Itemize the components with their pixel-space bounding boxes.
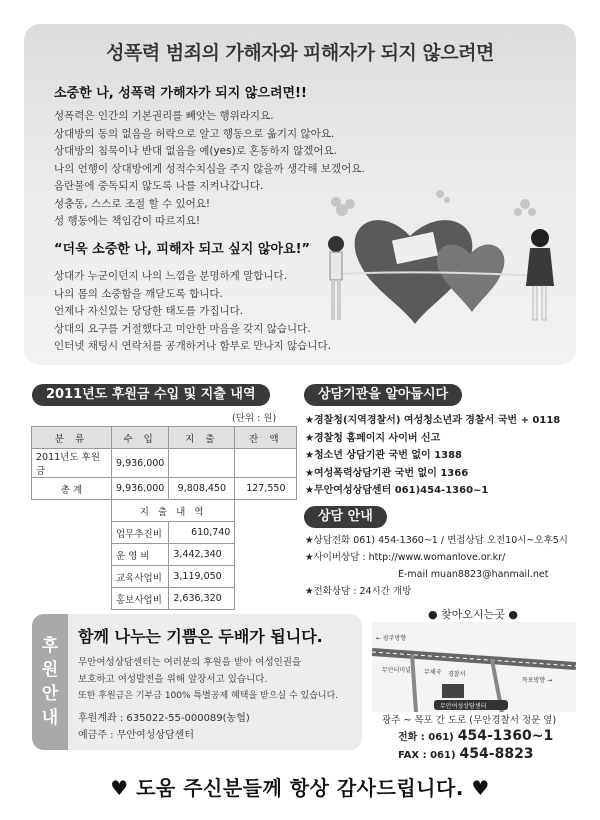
detail-amount: 610,740 (169, 522, 235, 544)
list-item: 나의 몸의 소중함을 깨닫도록 합니다. (54, 287, 223, 300)
detail-amount: 3,119,050 (169, 566, 235, 588)
table-header-row (32, 427, 297, 449)
account-holder: 예금주 : 무안여성상담센터 (78, 730, 194, 741)
spacer-cell (32, 500, 112, 522)
phone-line (398, 728, 553, 746)
map-label-post: 무체국 (424, 669, 442, 676)
detail-amount: 2,636,320 (169, 588, 235, 610)
list-item: ★무안여성상담센터 061)454-1360~1 (305, 485, 489, 497)
table-row (32, 566, 297, 588)
spacer-cell (235, 566, 297, 588)
prevention-banner (24, 24, 576, 365)
list-item: 인터넷 채팅시 연락처를 공개하거나 함부로 만나지 않습니다. (54, 340, 331, 352)
list-item: 언제나 자신있는 당당한 태도를 가집니다. (54, 305, 244, 317)
offender-heading: 소중한 나, 성폭력 가해자가 되지 않으려면!! (54, 86, 307, 101)
banner-title: 성폭력 범죄의 가해자와 피해자가 되지 않으려면 (106, 42, 494, 64)
account-number: 후원계좌 : 635022-55-000089(농협) (78, 713, 250, 724)
table-row-total (32, 478, 297, 500)
location-map (372, 622, 576, 712)
detail-item: 교육사업비 (112, 566, 169, 588)
phone-number: 454-1360~1 (457, 728, 554, 744)
donation-body (78, 654, 338, 705)
table-row (32, 522, 297, 544)
fax-label: FAX : 061) (398, 750, 456, 761)
spacer-cell (235, 522, 297, 544)
list-item: 성충동, 스스로 조절 할 수 있어요! (54, 197, 211, 210)
list-item: 성폭력은 인간의 기본권리를 빼앗는 행위라지요. (54, 110, 274, 122)
detail-item: 업무추진비 (112, 522, 169, 544)
table-row (32, 449, 297, 478)
contact-block (398, 728, 553, 764)
list-item: 성 행동에는 책임감이 따르지요! (54, 215, 201, 227)
map-label-mokpo: 목포방향 → (522, 677, 553, 684)
list-item: ★경찰청 홈페이지 사이버 신고 (305, 432, 441, 444)
detail-title: 지 출 내 역 (112, 500, 235, 522)
col-header: 잔 액 (235, 427, 297, 449)
side-char: 내 (41, 708, 59, 728)
list-item: 상대의 요구를 거절했다고 미안한 마음을 갖지 않습니다. (54, 322, 311, 335)
table-row (32, 588, 297, 610)
spacer-cell (32, 588, 112, 610)
list-item: 상대방의 침묵이나 반대 없음을 예(yes)로 혼동하지 않겠어요. (54, 145, 337, 157)
row-income: 9,936,000 (112, 449, 169, 478)
donation-box (32, 614, 362, 750)
map-label-hall: 무안터미널 (382, 667, 411, 674)
victim-list (54, 268, 331, 356)
total-balance: 127,550 (235, 478, 297, 500)
body-line: 무안여성상담센터는 여러분의 후원을 받아 여성인권을 (78, 657, 302, 668)
donation-side-label (32, 614, 68, 750)
spacer-cell (235, 544, 297, 566)
side-char: 안 (41, 684, 59, 704)
detail-amount: 3,442,340 (169, 544, 235, 566)
body-line: 또한 후원금은 기부금 100% 특별공제 혜택을 받으실 수 있습니다. (78, 691, 339, 701)
spacer-cell (32, 544, 112, 566)
finance-table (31, 426, 297, 610)
side-char: 원 (41, 660, 59, 680)
fax-line (398, 746, 553, 764)
map-label-gwangju: ← 광주방향 (376, 635, 407, 642)
detail-title-row (32, 500, 297, 522)
list-item: ★여성폭력상담기관 국번 없이 1366 (305, 467, 469, 479)
table-row (32, 544, 297, 566)
total-label: 총 계 (32, 478, 112, 500)
empty-cell (235, 449, 297, 478)
map-address: 광주 ~ 목포 간 도로 (무안경찰서 정문 옆) (382, 715, 557, 726)
map-label-police: 경찰서 (448, 671, 466, 678)
counsel-phone: ★상담전화 061) 454-1360~1 / 면접상담 오전10시~오후5시 (305, 535, 568, 546)
phone-label: 전화 : 061) (398, 732, 454, 743)
counsel-email-link[interactable]: E-mail muan8823@hanmail.net (398, 569, 549, 580)
row-category: 2011년도 후원금 (32, 449, 112, 478)
side-char: 후 (41, 636, 59, 656)
spacer-cell (32, 522, 112, 544)
finance-heading: 2011년도 후원금 수입 및 지출 내역 (32, 384, 270, 406)
donation-heading: 함께 나누는 기쁨은 두배가 됩니다. (78, 627, 323, 646)
empty-cell (169, 449, 235, 478)
list-item: ★경찰청(지역경찰서) 여성청소년과 경찰서 국번 + 0118 (305, 415, 561, 426)
counsel-web-link[interactable]: ★사이버상담 : http://www.womanlove.or.kr/ (305, 552, 506, 563)
list-item: 상대가 누군이던지 나의 느낌을 분명하게 말합니다. (54, 270, 288, 282)
map-label-center: 무안여성상담센터 (440, 703, 487, 710)
donation-account (78, 710, 250, 744)
total-expense: 9,808,450 (169, 478, 235, 500)
list-item: ★청소년 상담기관 국번 없이 1388 (305, 450, 462, 462)
spacer-cell (235, 500, 297, 522)
counsel-list (305, 532, 568, 600)
col-header: 지 출 (169, 427, 235, 449)
body-line: 보호하고 여성발전을 위해 앞장서고 있습니다. (78, 674, 268, 685)
total-income: 9,936,000 (112, 478, 169, 500)
offender-list (54, 108, 365, 231)
list-item: 나의 언행이 상대방에게 성적수치심을 주지 않을까 생각해 보겠어요. (54, 162, 365, 175)
victim-heading: “더욱 소중한 나, 피해자 되고 싶지 않아요!” (54, 242, 311, 257)
counsel-tel: ★전화상담 : 24시간 개방 (305, 586, 412, 597)
spacer-cell (32, 566, 112, 588)
fax-number: 454-8823 (459, 746, 534, 762)
list-item: 음란물에 중독되지 않도록 나를 지켜나갑니다. (54, 180, 264, 192)
unit-label: (단위 : 원) (232, 413, 277, 424)
couple-heart-illustration (320, 174, 560, 344)
col-header: 수 입 (112, 427, 169, 449)
counsel-heading: 상담 안내 (304, 506, 387, 528)
detail-item: 홍보사업비 (112, 588, 169, 610)
detail-item: 운 영 비 (112, 544, 169, 566)
thanks-message: ♥ 도움 주신분들께 항상 감사드립니다. ♥ (110, 776, 490, 800)
col-header: 분 류 (32, 427, 112, 449)
spacer-cell (235, 588, 297, 610)
map-title: ● 찾아오시는곳 ● (428, 608, 518, 621)
list-item: 상대방의 동의 없음을 허락으로 알고 행동으로 옮기지 않아요. (54, 127, 335, 140)
agencies-heading: 상담기관을 알아둡시다 (304, 384, 462, 406)
agency-list (305, 412, 560, 500)
